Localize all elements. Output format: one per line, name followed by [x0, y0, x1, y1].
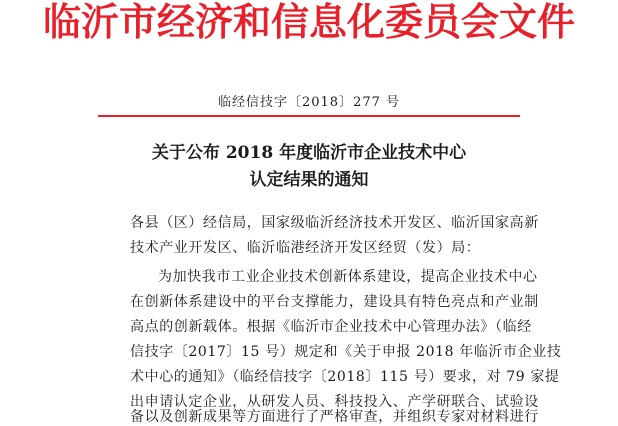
body-text-line: 为加快我市工业企业技术创新体系建设，提高企业技术中心: [158, 269, 538, 285]
document-number: 临经信技字〔2018〕277 号: [217, 95, 401, 110]
body-text-line: 各县（区）经信局，国家级临沂经济技术开发区、临沂国家高新: [130, 215, 539, 231]
body-text-line: 在创新体系建设中的平台支撑能力，建设具有特色亮点和产业制: [130, 294, 539, 310]
body-text-line: 技术产业开发区、临沂临港经济开发区经贸（发）局：: [130, 240, 481, 256]
body-text-line: 高点的创新载体。根据《临沂市企业技术中心管理办法》（临经: [130, 319, 532, 335]
body-text-line: 术中心的通知》（临经信技字〔2018〕115 号）要求，对 79 家提: [130, 369, 560, 385]
body-text-line: 出申请认定企业，从研发人员、科技投入、产学研联合、试验设: [130, 394, 539, 410]
body-text-line: 备以及创新成果等方面进行了严格审查，并组织专家对材料进行: [130, 409, 539, 425]
notice-title-line-1: 关于公布 2018 年度临沂市企业技术中心: [151, 143, 467, 163]
issuing-authority-header: 临沂市经济和信息化委员会文件: [42, 0, 575, 44]
notice-title-line-2: 认定结果的通知: [249, 170, 369, 190]
body-text-line: 信技字〔2017〕15 号）规定和《关于申报 2018 年临沂市企业技: [130, 344, 562, 360]
red-divider-line: [98, 115, 520, 117]
